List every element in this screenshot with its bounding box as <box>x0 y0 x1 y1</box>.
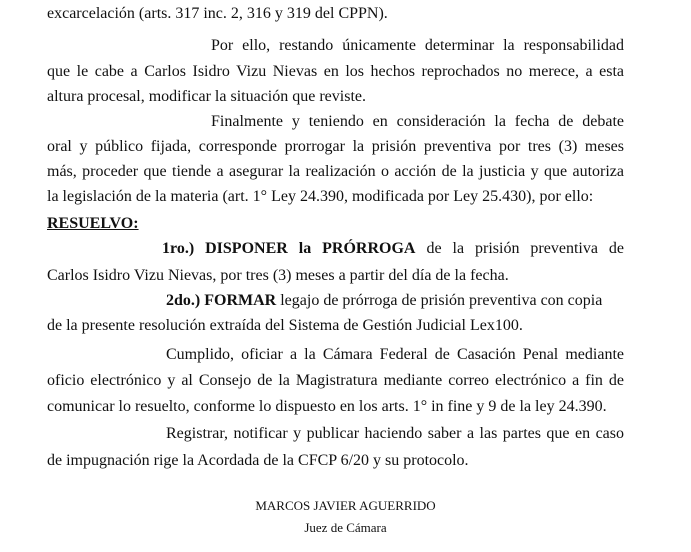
paragraph-line: Cumplido, oficiar a la Cámara Federal de Casación Penal mediante <box>166 346 624 363</box>
paragraph-line: oral y público fijada, corresponde prorrogar la prisión preventiva por tres (3) meses <box>47 138 624 155</box>
item-2-text: legajo de prórroga de prisión preventiva con copia <box>280 292 603 309</box>
paragraph-line: de impugnación rige la Acordada de la CFCP 6/20 y su protocolo. <box>47 452 469 469</box>
paragraph-line: excarcelación (arts. 317 inc. 2, 316 y 319 del CPPN). <box>47 5 388 22</box>
paragraph-line: Registrar, notificar y publicar haciendo saber a las partes que en caso <box>166 425 624 442</box>
item-1-number: 1ro.) <box>162 240 195 257</box>
paragraph-line: más, proceder que tiende a asegurar la realización o acción de la justicia y que autoriza <box>47 163 624 180</box>
paragraph-line: altura procesal, modificar la situación que reviste. <box>47 88 366 105</box>
item-2-action: FORMAR <box>204 292 277 309</box>
paragraph-line: Por ello, restando únicamente determinar la responsabilidad <box>211 37 624 54</box>
item-1-line <box>162 238 624 260</box>
signature-name: MARCOS JAVIER AGUERRIDO <box>255 498 436 513</box>
paragraph-line: Carlos Isidro Vizu Nievas, por tres (3) meses a partir del día de la fecha. <box>47 267 509 284</box>
item-1-action: DISPONER la PRÓRROGA <box>205 240 416 257</box>
paragraph-line: comunicar lo resuelto, conforme lo dispuesto en los arts. 1° in fine y 9 de la ley 24.390. <box>47 398 607 415</box>
resuelvo-label: RESUELVO: <box>47 215 139 232</box>
signature-title: Juez de Cámara <box>304 520 387 535</box>
resuelvo-heading <box>47 213 624 235</box>
paragraph-line: que le cabe a Carlos Isidro Vizu Nievas en los hechos reprochados no merece, a esta <box>47 63 624 80</box>
item-1-text: de la prisión preventiva de <box>426 240 625 257</box>
item-2-line <box>166 290 624 312</box>
paragraph-line: la legislación de la materia (art. 1° Ley 24.390, modificada por Ley 25.430), por ello: <box>47 188 594 205</box>
paragraph-line: de la presente resolución extraída del Sistema de Gestión Judicial Lex100. <box>47 317 523 334</box>
paragraph-line: Finalmente y teniendo en consideración la fecha de debate <box>211 113 624 130</box>
item-2-number: 2do.) <box>166 292 201 309</box>
paragraph-line: oficio electrónico y al Consejo de la Magistratura mediante correo electrónico a fin de <box>47 372 624 389</box>
